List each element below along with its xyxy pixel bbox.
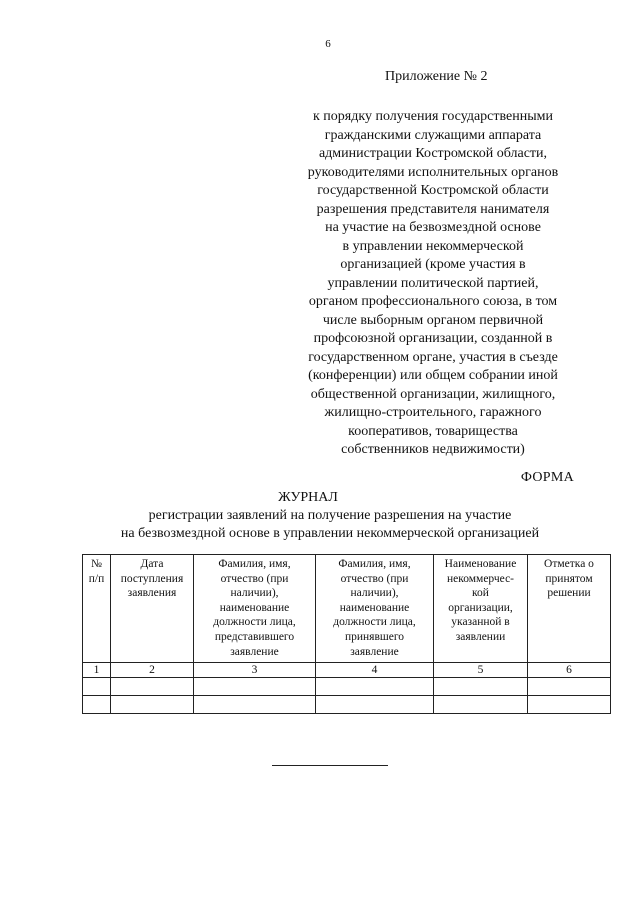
column-header-line: наличии), <box>350 587 399 600</box>
table-row <box>83 696 611 714</box>
appendix-line: жилищно-строительного, гаражного <box>324 405 542 420</box>
column-header-line: Отметка о <box>544 558 594 570</box>
appendix-line: органом профессионального союза, в том <box>308 294 558 309</box>
column-header-line: должности лица, <box>213 616 296 629</box>
appendix-line: администрации Костромской области, <box>318 146 548 161</box>
empty-cell <box>434 678 528 696</box>
column-header-4 <box>316 555 434 663</box>
appendix-line: собственников недвижимости) <box>341 442 525 457</box>
column-number-cell: 6 <box>528 663 611 678</box>
column-header-line: поступления <box>120 572 184 585</box>
column-number-cell: 3 <box>194 663 316 678</box>
empty-cell <box>528 696 611 714</box>
table-header-row <box>83 555 611 663</box>
column-header-line: Дата <box>140 558 164 570</box>
column-header-line: Фамилия, имя, <box>218 558 291 570</box>
journal-title: ЖУРНАЛ <box>278 490 338 505</box>
empty-cell <box>434 696 528 714</box>
table-row <box>83 678 611 696</box>
column-number-row <box>83 663 611 678</box>
column-header-2 <box>111 555 194 663</box>
empty-cell <box>316 696 434 714</box>
appendix-line: к порядку получения государственными <box>313 109 553 124</box>
column-header-line: указанной в <box>451 616 510 629</box>
form-label: ФОРМА <box>520 470 574 485</box>
column-number-cell: 2 <box>111 663 194 678</box>
appendix-line: государственном органе, участия в съезде <box>308 349 558 365</box>
empty-cell <box>83 678 111 696</box>
appendix-line: в управлении некоммерческой <box>342 238 524 254</box>
column-header-line: наименование <box>339 601 410 614</box>
column-header-line: организации, <box>448 601 513 614</box>
column-number-cell: 5 <box>434 663 528 678</box>
journal-subtitle-line: регистрации заявлений на получение разрешения на участие <box>148 508 512 523</box>
column-header-line: Фамилия, имя, <box>338 558 411 570</box>
column-header-line: заявление <box>350 645 399 658</box>
column-header-line: заявления <box>127 587 177 600</box>
column-header-5 <box>434 555 528 663</box>
column-header-line: Наименование <box>444 558 517 570</box>
appendix-line: управлении политической партией, <box>327 275 539 291</box>
appendix-line: профсоюзной организации, созданной в <box>313 331 553 346</box>
column-number-cell: 1 <box>83 663 111 678</box>
appendix-line: (конференции) или общем собрании иной <box>308 368 558 383</box>
appendix-line: числе выборным органом первичной <box>322 312 544 328</box>
appendix-line: гражданскими служащими аппарата <box>324 127 542 143</box>
empty-cell <box>194 678 316 696</box>
appendix-title: Приложение № 2 <box>385 69 488 84</box>
column-header-line: некоммерчес- <box>446 572 515 585</box>
column-header-3 <box>194 555 316 663</box>
column-header-line: представившего <box>214 630 295 643</box>
appendix-line: общественной организации, жилищного, <box>310 386 556 402</box>
column-header-6 <box>528 555 611 663</box>
column-header-1 <box>83 555 111 663</box>
column-header-line: должности лица, <box>333 616 416 629</box>
empty-cell <box>111 678 194 696</box>
appendix-line: на участие на безвозмездной основе <box>325 220 541 235</box>
empty-cell <box>316 678 434 696</box>
column-header-line: принятом <box>545 572 593 585</box>
empty-cell <box>194 696 316 714</box>
appendix-line: разрешения представителя нанимателя <box>316 201 550 217</box>
empty-cell <box>111 696 194 714</box>
empty-cell <box>528 678 611 696</box>
signature-line <box>272 765 388 766</box>
appendix-line: руководителями исполнительных органов <box>307 164 559 180</box>
column-number-cell: 4 <box>316 663 434 678</box>
column-header-line: заявление <box>230 645 279 658</box>
column-header-line: принявшего <box>344 630 405 643</box>
column-header-line: отчество (при <box>220 572 289 585</box>
journal-subtitle-line: на безвозмездной основе в управлении некоммерческой организацией <box>120 526 540 541</box>
column-header-line: решении <box>547 587 591 600</box>
column-header-line: отчество (при <box>340 572 409 585</box>
appendix-line: государственной Костромской области <box>317 183 549 198</box>
journal-subtitle <box>10 507 640 543</box>
registration-journal-table <box>82 554 611 714</box>
column-header-line: п/п <box>88 572 105 585</box>
appendix-line: кооперативов, товарищества <box>348 423 518 439</box>
column-header-line: № <box>91 558 102 570</box>
empty-cell <box>83 696 111 714</box>
column-header-line: наличии), <box>230 587 279 600</box>
appendix-description <box>292 108 574 460</box>
appendix-line: организацией (кроме участия в <box>340 257 526 272</box>
page-number: 6 <box>325 38 331 50</box>
column-header-line: кой <box>472 587 489 600</box>
column-header-line: наименование <box>219 601 290 614</box>
column-header-line: заявлении <box>455 630 506 643</box>
